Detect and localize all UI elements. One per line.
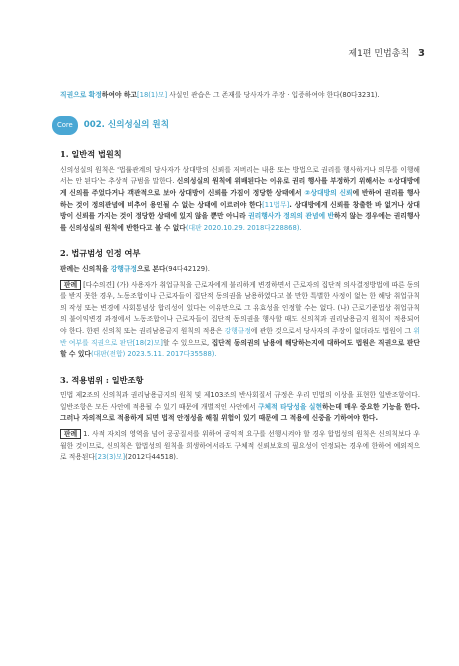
body-text: 에 관한 것으로서 당사자의 주장이 없더라도 법원이 그 — [250, 326, 414, 335]
body-text: 신의성실의 원칙은 '법률관계의 당사자가 상대방의 신뢰를 저버리는 내용 또는 방법으로 권리를 행사하거나 의무를 이행해서는 안 된다'는 추상적 규범을 말한다. — [60, 165, 420, 186]
bold-text: 판례는 신의칙을 — [60, 264, 111, 273]
bold-text: 하는데 매우 중요한 기능을 한다. 그러나 자의적으로 적용하게 되면 — [60, 402, 421, 423]
exam-ref: [11법무] — [262, 200, 290, 209]
bold-text: 하여야 하고 — [101, 91, 137, 99]
case-citation: (대판(전합) 2023.5.11. 2017다35588). — [91, 350, 217, 359]
section-title: 제1편 민법총칙 — [348, 49, 410, 59]
section-1-paragraph — [60, 165, 420, 235]
exam-ref: [18(2)모] — [132, 338, 163, 347]
core-title: 002. 신의성실의 원칙 — [83, 119, 170, 130]
highlight-text: ②상대방의 신뢰 — [304, 188, 353, 197]
case-label-box: 판례 — [60, 429, 81, 439]
highlight-text: 권리행사가 정의의 관념에 반 — [248, 212, 335, 221]
body-text: 할 수 있으므로, — [162, 338, 212, 347]
bold-text: 으로 본다 — [136, 264, 166, 273]
section-3-case — [60, 429, 420, 464]
intro-paragraph — [60, 90, 420, 102]
body-text: 민법 제2조의 신의칙과 권리남용금지의 원칙 및 제103조의 반사회질서 규정은 우리 민법의 이상을 표현한 일반조항이다. 일반조항은 모든 사안에 적용될 수 있기 때문에 개별적인 사안에서 — [60, 391, 420, 411]
page-number: 3 — [418, 48, 425, 59]
section-2-lead — [60, 264, 420, 276]
bold-text: 신의성실의 원칙에 위배된다는 이유로 권리 행사를 부정하기 위해서는 — [176, 177, 388, 186]
bold-text: 집단적 동의권의 남용에 해당하는지에 대하여도 법원은 직권으로 판단할 수 있다 — [60, 338, 420, 359]
highlight-text: 구체적 타당성을 실현 — [257, 402, 323, 411]
highlight-text: 직권으로 확정 — [60, 91, 102, 99]
case-label-box: 판례 — [60, 280, 81, 290]
exam-ref: [23(3)모] — [95, 453, 126, 462]
bold-text: 하지 않는 경우에는 권리행사를 신의성실의 원칙에 반한다고 볼 수 없다 — [60, 212, 420, 232]
bold-text: ①상대방에게 신의를 주었다거나 객관적으로 보아 상대방이 신뢰를 가짐이 정당한 상태에서 — [60, 177, 420, 197]
core-badge: Core — [52, 116, 78, 136]
highlight-text: 강행규정 — [224, 326, 251, 335]
body-text: [다수의견] (가) 사용자가 취업규칙을 근로자에게 불리하게 변경하면서 근로자의 집단적 의사결정방법에 따른 동의를 받지 못한 경우, 노동조합이나 근로자들이 집단적 동의권을 남용하였다고 볼 만한 특별한 사정이 없는 한 해당 취업규칙의 작성 또는 변경에 사회통념상 합리성이 있다는 이유만으로 그 유효성을 인정할 수는 없다. (나) 근로기준법상 취업규칙의 불이익변경 과정에서 노동조합이나 근로자들이 집단적 동의권을 행사할 때도 신의칙과 권리남용금지 원칙이 적용되어야 한다. 한편 신의칙 또는 권리남용금지 원칙의 적용은 — [60, 280, 420, 335]
body-text: 1. 사적 자치의 영역을 넘어 공공질서를 위하여 공익적 요구를 선행시켜야 할 경우 합법성의 원칙은 신의칙보다 우월한 것이므로, 신의칙은 합법성의 원칙을 희생하여서라도 구체적 신뢰보호의 필요성이 인정되는 경우에 한하여 예외적으로 적용된다 — [60, 430, 420, 462]
body-text: 사실인 관습은 그 존재를 당사자가 주장 · 입증하여야 한다(80다3231). — [167, 91, 380, 99]
section-3-paragraph — [60, 390, 420, 425]
exam-ref: [18(1)모] — [136, 91, 168, 99]
bold-text: 법적 안정성을 해칠 위험이 있기 때문에 그 적용에 신중을 기하여야 한다. — [161, 414, 379, 423]
section-2-case — [60, 280, 420, 361]
running-header — [348, 46, 425, 59]
case-citation: (94다42129). — [165, 264, 210, 273]
highlight-text: 강행규정 — [110, 264, 137, 273]
case-citation: (대판 2020.10.29. 2018다228868). — [185, 223, 302, 232]
core-heading — [52, 116, 420, 136]
section-3-title: 3. 적용범위 : 일반조항 — [60, 374, 144, 385]
section-2-title: 2. 법규범성 인정 여부 — [60, 248, 141, 259]
bold-text: . 상대방에게 신뢰를 창출한 바 없거나 상대방이 신뢰를 가지는 것이 정당한 상태에 있지 않을 뿐만 아니라 — [60, 200, 421, 221]
highlight-text: 위반 여부를 직권으로 판단 — [60, 326, 420, 347]
bold-text: 에 반하여 권리를 행사하는 것이 정의관념에 비추어 용인될 수 없는 상태에 이르러야 한다 — [60, 188, 420, 209]
case-citation: (2012다44518). — [125, 453, 179, 462]
section-1-title: 1. 일반적 법원칙 — [60, 149, 122, 160]
page-body — [57, 90, 421, 464]
